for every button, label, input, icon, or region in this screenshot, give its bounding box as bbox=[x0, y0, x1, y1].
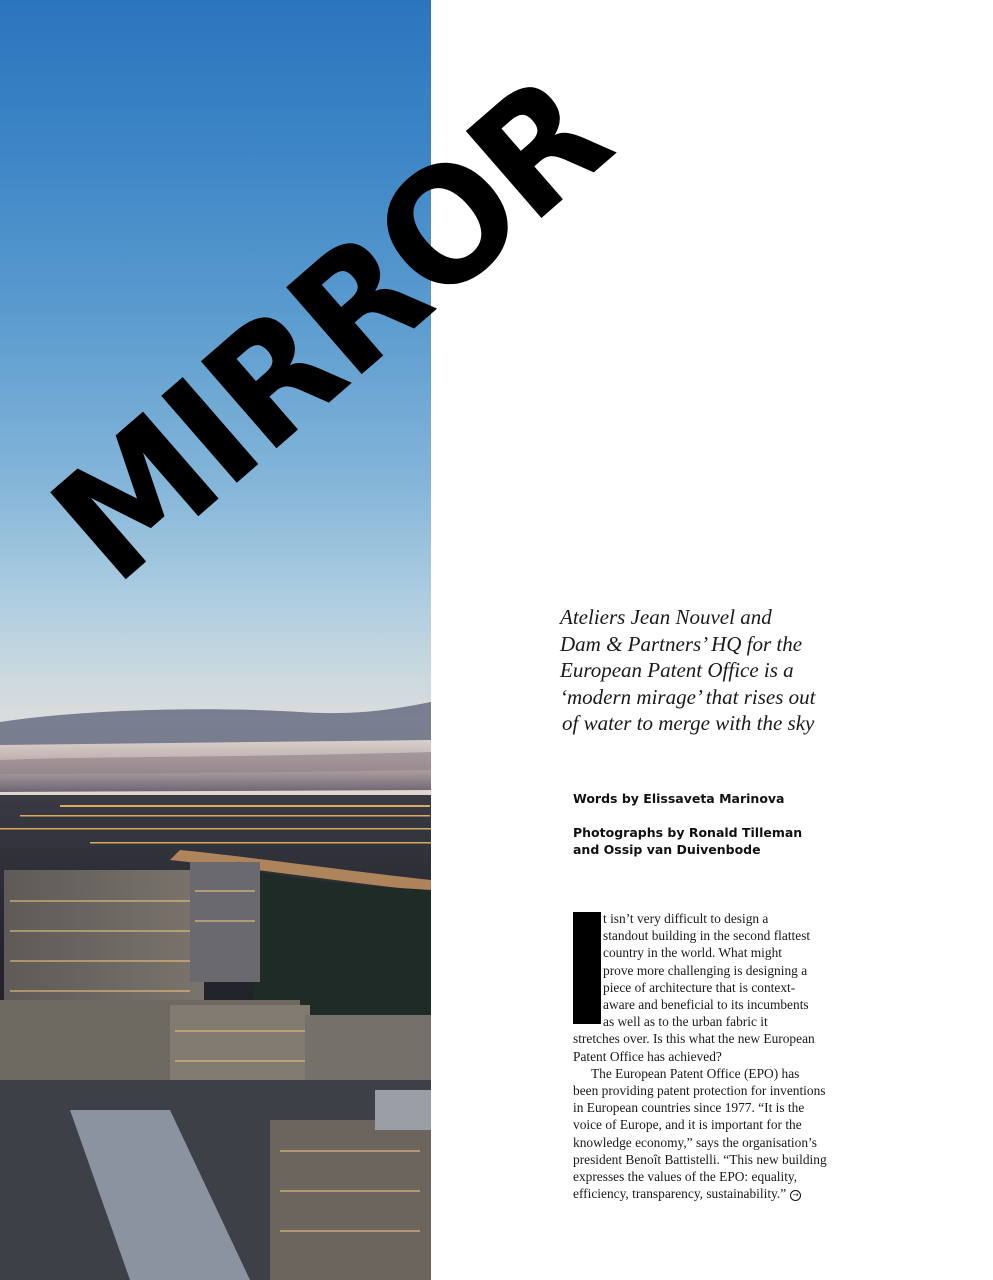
body-line: t isn’t very difficult to design a bbox=[603, 911, 769, 926]
body-line: stretches over. Is this what the new European bbox=[573, 1031, 815, 1047]
body-line: country in the world. What might bbox=[603, 945, 783, 961]
deck-line: Dam & Partners’ HQ for the bbox=[560, 631, 803, 656]
deck-line: European Patent Office is a bbox=[560, 658, 794, 682]
photos-credit-line: and Ossip van Duivenbode bbox=[573, 842, 761, 857]
body-line: standout building in the second flattest bbox=[603, 928, 811, 944]
body-line: prove more challenging is designing a bbox=[603, 962, 808, 978]
deck-line: Ateliers Jean Nouvel and bbox=[560, 605, 772, 629]
body-line: Patent Office has achieved? bbox=[573, 1048, 722, 1064]
body-line: expresses the values of the EPO: equality, bbox=[573, 1169, 798, 1185]
body-line: been providing patent protection for inventions bbox=[573, 1083, 826, 1099]
article-deck bbox=[560, 604, 850, 737]
words-credit: Words by Elissaveta Marinova bbox=[573, 791, 785, 806]
body-line: The European Patent Office (EPO) has bbox=[591, 1065, 800, 1081]
body-line: knowledge economy,” says the organisation’s bbox=[573, 1134, 817, 1150]
body-line: as well as to the urban fabric it bbox=[603, 1014, 768, 1030]
body-line: piece of architecture that is context- bbox=[603, 979, 796, 995]
body-line: aware and beneficial to its incumbents bbox=[603, 997, 809, 1013]
article-title: MIRROR bbox=[19, 42, 642, 618]
article-body bbox=[573, 910, 843, 1202]
body-line: in European countries since 1977. “It is the bbox=[573, 1100, 805, 1116]
body-line-text: efficiency, transparency, sustainability.” bbox=[573, 1186, 787, 1202]
body-line-last bbox=[573, 1185, 843, 1202]
deck-line: ‘modern mirage’ that rises out bbox=[560, 684, 816, 709]
photos-credit-line: Photographs by Ronald Tilleman bbox=[573, 825, 803, 840]
body-line: voice of Europe, and it is important for the bbox=[573, 1117, 802, 1133]
arrow-right-circle-icon: → bbox=[790, 1190, 801, 1201]
body-line: president Benoît Battistelli. “This new building bbox=[573, 1151, 827, 1167]
photos-credit bbox=[573, 824, 802, 858]
deck-line: of water to merge with the sky bbox=[562, 711, 815, 735]
